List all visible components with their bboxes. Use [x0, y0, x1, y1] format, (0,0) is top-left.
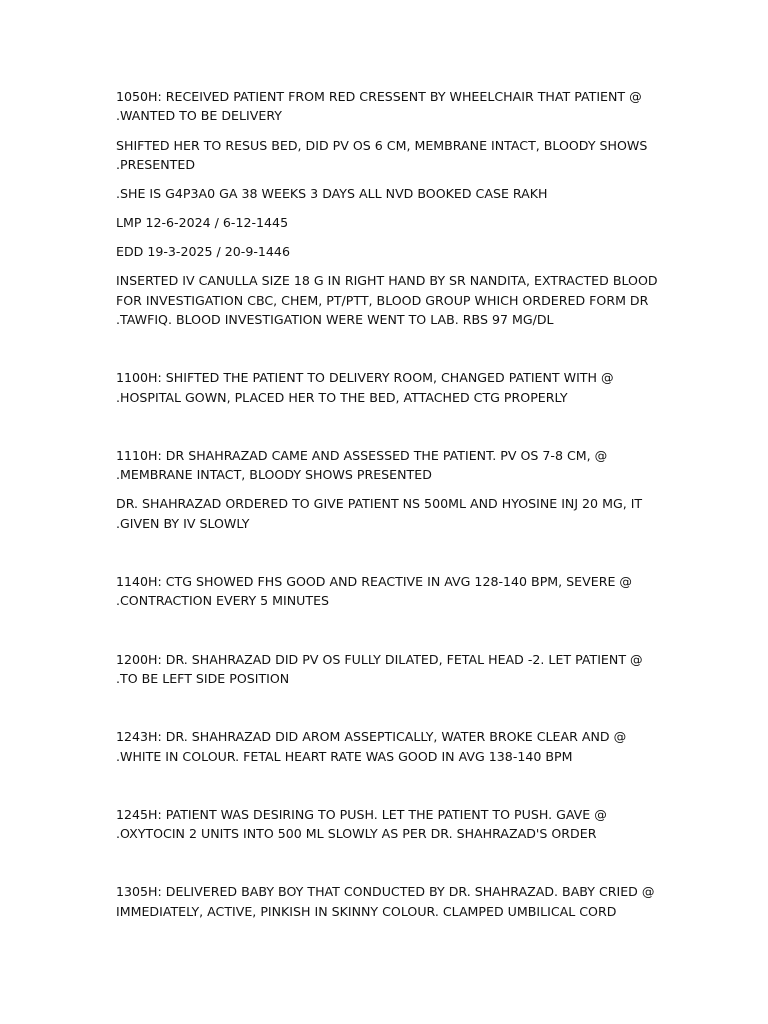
note-line: .PRESENTED [116, 156, 196, 172]
note-paragraph [116, 136, 656, 175]
note-paragraph [116, 446, 656, 485]
note-line: .CONTRACTION EVERY 5 MINUTES [116, 593, 330, 609]
note-line: 1050H: RECEIVED PATIENT FROM RED CRESSENT BY WHEELCHAIR THAT PATIENT @ [116, 89, 642, 104]
note-line: 1100H: SHIFTED THE PATIENT TO DELIVERY ROOM, CHANGED PATIENT WITH @ [116, 370, 614, 386]
note-line: FOR INVESTIGATION CBC, CHEM, PT/PTT, BLOOD GROUP WHICH ORDERED FORM DR [116, 292, 649, 308]
note-paragraph [116, 494, 656, 533]
note-line: .WANTED TO BE DELIVERY [116, 108, 282, 124]
note-line: 1305H: DELIVERED BABY BOY THAT CONDUCTED BY DR. SHAHRAZAD. BABY CRIED @ [116, 884, 655, 900]
note-line: EDD 19-3-2025 / 20-9-1446 [116, 244, 290, 260]
note-paragraph [116, 727, 656, 766]
document-page [116, 87, 656, 921]
note-line: .HOSPITAL GOWN, PLACED HER TO THE BED, ATTACHED CTG PROPERLY [116, 389, 568, 405]
note-line: .MEMBRANE INTACT, BLOODY SHOWS PRESENTED [116, 467, 432, 483]
note-line: SHIFTED HER TO RESUS BED, DID PV OS 6 CM, MEMBRANE INTACT, BLOODY SHOWS [116, 137, 648, 153]
note-line: 1245H: PATIENT WAS DESIRING TO PUSH. LET THE PATIENT TO PUSH. GAVE @ [116, 806, 607, 822]
note-paragraph [116, 650, 656, 689]
note-paragraph [116, 271, 656, 329]
note-line: .TO BE LEFT SIDE POSITION [116, 671, 290, 687]
note-paragraph [116, 87, 656, 126]
note-paragraph [116, 184, 656, 203]
note-line: DR. SHAHRAZAD ORDERED TO GIVE PATIENT NS 500ML AND HYOSINE INJ 20 MG, IT [116, 496, 643, 512]
note-line: IMMEDIATELY, ACTIVE, PINKISH IN SKINNY COLOUR. CLAMPED UMBILICAL CORD [116, 903, 617, 919]
note-line: 1200H: DR. SHAHRAZAD DID PV OS FULLY DILATED, FETAL HEAD -2. LET PATIENT @ [116, 651, 643, 667]
note-line: 1243H: DR. SHAHRAZAD DID AROM ASSEPTICALLY, WATER BROKE CLEAR AND @ [116, 729, 627, 745]
note-line: LMP 12-6-2024 / 6-12-1445 [116, 215, 289, 231]
note-paragraph [116, 572, 656, 611]
edd-line [116, 242, 656, 261]
note-paragraph [116, 882, 656, 921]
note-line: INSERTED IV CANULLA SIZE 18 G IN RIGHT HAND BY SR NANDITA, EXTRACTED BLOOD [116, 273, 658, 289]
note-line: .WHITE IN COLOUR. FETAL HEART RATE WAS GOOD IN AVG 138-140 BPM [116, 748, 573, 764]
note-paragraph [116, 805, 656, 844]
note-line: 1140H: CTG SHOWED FHS GOOD AND REACTIVE IN AVG 128-140 BPM, SEVERE @ [116, 574, 632, 590]
note-line: .SHE IS G4P3A0 GA 38 WEEKS 3 DAYS ALL NVD BOOKED CASE RAKH [116, 186, 548, 201]
lmp-line [116, 213, 656, 232]
note-line: .GIVEN BY IV SLOWLY [116, 515, 250, 531]
note-line: .OXYTOCIN 2 UNITS INTO 500 ML SLOWLY AS PER DR. SHAHRAZAD'S ORDER [116, 826, 597, 842]
note-line: .TAWFIQ. BLOOD INVESTIGATION WERE WENT TO LAB. RBS 97 MG/DL [116, 312, 554, 328]
note-paragraph [116, 368, 656, 407]
note-line: 1110H: DR SHAHRAZAD CAME AND ASSESSED THE PATIENT. PV OS 7-8 CM, @ [116, 447, 608, 463]
